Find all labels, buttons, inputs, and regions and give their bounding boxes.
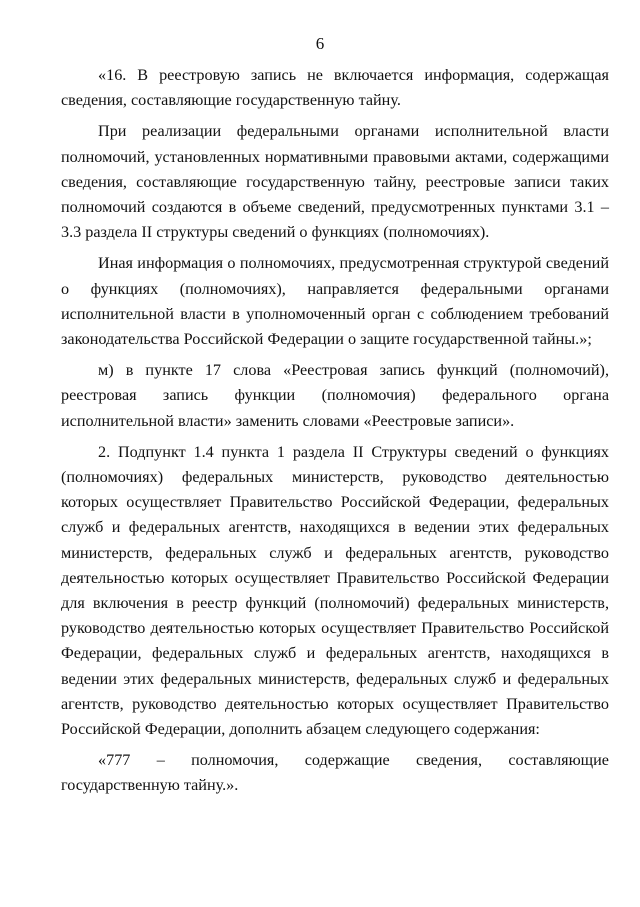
paragraph-code-777: «777 – полномочия, содержащие сведения, составляющие государственную тайну.». bbox=[61, 751, 609, 795]
paragraph-section-2: 2. Подпункт 1.4 пункта 1 раздела II Структуры сведений о функциях (полномочиях) федеральных министерств, руководство деятельностью которых осуществляет Правительство Российской Федерации, федеральных служб и федеральных агентств, находящихся в ведении этих федеральных министерств, федеральных служб и федеральных агентств, руководство деятельностью которых осуществляет Правительство Российской Федерации для включения в реестр функций (полномочий) федеральных министерств, руководство деятельностью которых осуществляет Правительство Российской Федерации, федеральных служб и федеральных агентств, находящихся в ведении этих федеральных министерств, федеральных служб и федеральных агентств, руководство деятельностью которых осуществляет Правительство Российской Федерации, дополнить абзацем следующего содержания: bbox=[61, 442, 609, 739]
paragraph-state-secret-powers: При реализации федеральными органами исполнительной власти полномочий, установленных нормативными правовыми актами, содержащими сведения, составляющие государственную тайну, реестровые записи таких полномочий создаются в объеме сведений, предусмотренных пунктами 3.1 – 3.3 раздела II структуры сведений о функциях (полномочиях). bbox=[61, 122, 609, 242]
paragraph-item-16: «16. В реестровую запись не включается информация, содержащая сведения, составляющие государственную тайну. bbox=[61, 66, 609, 110]
paragraph-other-information: Иная информация о полномочиях, предусмотренная структурой сведений о функциях (полномочиях), направляется федеральными органами исполнительной власти в уполномоченный орган с соблюдением требований законодательства Российской Федерации о защите государственной тайны.»; bbox=[61, 254, 609, 349]
paragraph-item-m: м) в пункте 17 слова «Реестровая запись функций (полномочий), реестровая запись функции (полномочия) федерального органа исполнительной власти» заменить словами «Реестровые записи». bbox=[61, 361, 609, 430]
page-number: 6 bbox=[315, 34, 325, 53]
document-body bbox=[61, 63, 609, 805]
